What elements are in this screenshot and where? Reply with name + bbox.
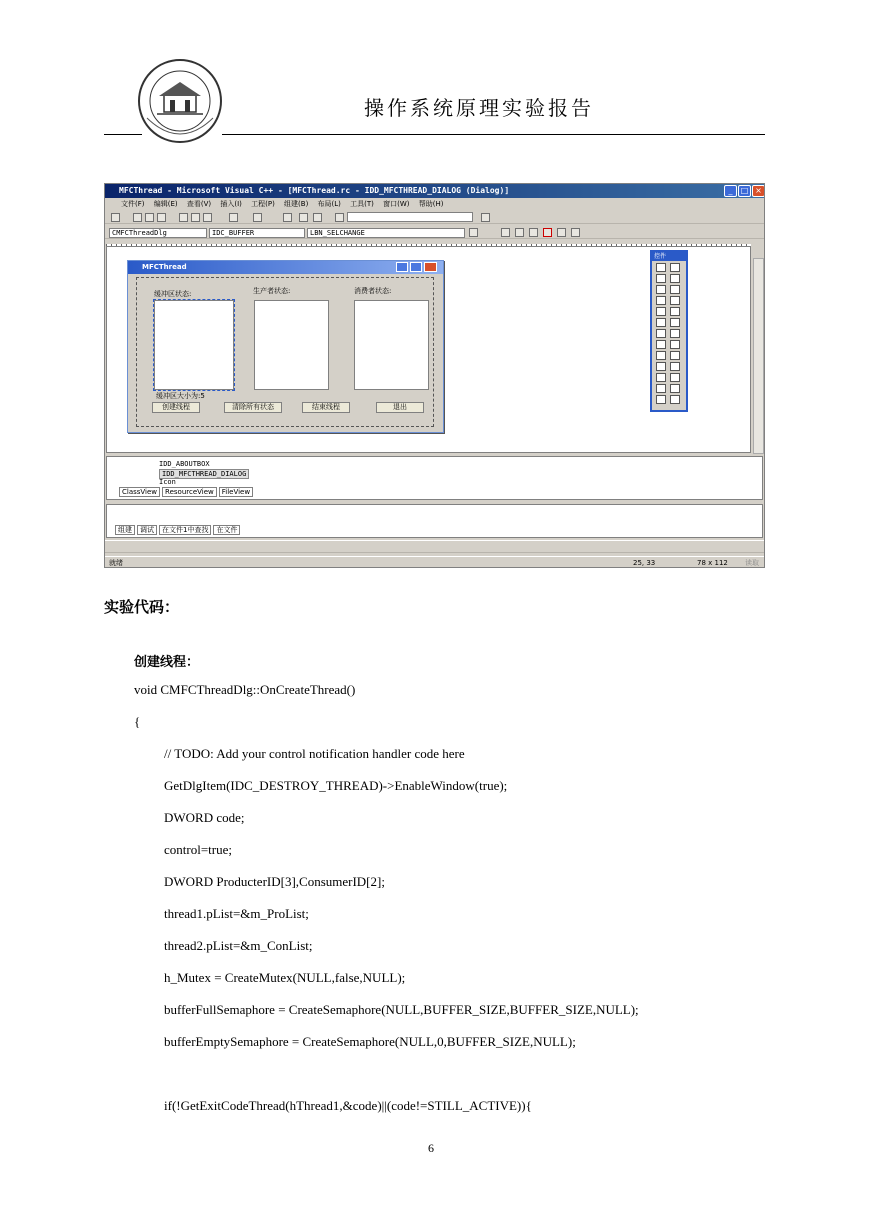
windows-icon[interactable] <box>313 213 322 222</box>
status-ready: 就绪 <box>109 559 123 567</box>
listbox-tool-icon[interactable] <box>670 307 680 316</box>
menu-help[interactable]: 帮助(H) <box>418 200 444 208</box>
static-text-tool-icon[interactable] <box>656 274 666 283</box>
menu-insert[interactable]: 插入(I) <box>220 200 242 208</box>
code-line: { <box>134 714 141 729</box>
pointer-tool-icon[interactable] <box>656 263 666 272</box>
create-thread-button[interactable]: 创建线程 <box>152 402 200 413</box>
id-combo[interactable]: IDC_BUFFER <box>209 228 305 238</box>
slider-tool-icon[interactable] <box>656 340 666 349</box>
ide-title-bar: MFCThread - Microsoft Visual C++ - [MFCThread.rc - IDD_MFCTHREAD_DIALOG (Dialog)] <box>105 184 765 198</box>
ide-menu-bar <box>105 199 765 210</box>
workspace-icon[interactable] <box>283 213 292 222</box>
editor-scrollbar[interactable] <box>753 258 764 454</box>
code-line: bufferFullSemaphore = CreateSemaphore(NULL,BUFFER_SIZE,BUFFER_SIZE,NULL); <box>164 1002 639 1017</box>
dialog-title: MFCThread <box>128 261 443 274</box>
tab-classview[interactable]: ClassView <box>119 487 160 497</box>
go-icon[interactable] <box>557 228 566 237</box>
controls-palette <box>650 250 688 412</box>
group-box-tool-icon[interactable] <box>656 285 666 294</box>
class-combo[interactable]: CMFCThreadDlg <box>109 228 207 238</box>
tab-find1[interactable]: 在文件1中查找 <box>159 525 211 535</box>
wizard-action-icon[interactable] <box>469 228 478 237</box>
minimize-icon[interactable]: _ <box>724 185 737 197</box>
buffer-size-label: 缓冲区大小为:5 <box>156 392 205 400</box>
redo-icon[interactable] <box>253 213 262 222</box>
extcombo-tool-icon[interactable] <box>670 395 680 404</box>
richedit-tool-icon[interactable] <box>656 373 666 382</box>
clear-status-button[interactable]: 清除所有状态 <box>224 402 282 413</box>
output-tabs <box>115 525 242 535</box>
code-line: thread2.pList=&m_ConList; <box>164 938 313 953</box>
checkbox-tool-icon[interactable] <box>656 296 666 305</box>
stop-build-icon[interactable] <box>529 228 538 237</box>
tree-item-selected[interactable]: IDD_MFCTHREAD_DIALOG <box>159 469 249 479</box>
vscroll-tool-icon[interactable] <box>670 318 680 327</box>
calendar-tool-icon[interactable] <box>656 384 666 393</box>
palette-title: 控件 <box>652 252 686 261</box>
status-size: 78 x 112 <box>697 559 728 567</box>
report-title: 操作系统原理实验报告 <box>364 96 594 120</box>
code-line: DWORD ProducterID[3],ConsumerID[2]; <box>164 874 385 889</box>
code-line: h_Mutex = CreateMutex(NULL,false,NULL); <box>164 970 406 985</box>
copy-icon[interactable] <box>191 213 200 222</box>
workspace-tabs <box>119 487 255 498</box>
standard-toolbar <box>105 211 765 224</box>
treectrl-tool-icon[interactable] <box>670 351 680 360</box>
tab-debug[interactable]: 调试 <box>137 525 157 535</box>
menu-project[interactable]: 工程(P) <box>251 200 275 208</box>
custom-tool-icon[interactable] <box>656 395 666 404</box>
code-line: if(!GetExitCodeThread(hThread1,&code)||(code!=STILL_ACTIVE)){ <box>164 1098 532 1113</box>
cut-icon[interactable] <box>179 213 188 222</box>
save-icon[interactable] <box>145 213 154 222</box>
picture-tool-icon[interactable] <box>670 263 680 272</box>
paste-icon[interactable] <box>203 213 212 222</box>
code-line: bufferEmptySemaphore = CreateSemaphore(NULL,0,BUFFER_SIZE,NULL); <box>164 1034 576 1049</box>
code-line: control=true; <box>164 842 232 857</box>
listctrl-tool-icon[interactable] <box>656 351 666 360</box>
status-readonly: 读取 <box>745 559 759 567</box>
message-combo[interactable]: LBN_SELCHANGE <box>307 228 465 238</box>
menu-layout[interactable]: 布局(L) <box>317 200 341 208</box>
tree-item[interactable]: IDD_ABOUTBOX <box>159 460 210 468</box>
mfc-dialog[interactable] <box>127 260 444 433</box>
ipaddress-tool-icon[interactable] <box>670 384 680 393</box>
dialog-minimize-icon[interactable] <box>396 262 408 272</box>
radio-tool-icon[interactable] <box>670 296 680 305</box>
page-number: 6 <box>428 1141 434 1155</box>
menu-file[interactable]: 文件(F) <box>121 200 145 208</box>
code-line: DWORD code; <box>164 810 245 825</box>
ide-screenshot <box>104 183 765 568</box>
output-icon[interactable] <box>299 213 308 222</box>
find-combo[interactable] <box>347 212 473 222</box>
tab-find2[interactable]: 在文件 <box>213 525 240 535</box>
dialog-close-icon[interactable] <box>424 262 437 272</box>
tab-build[interactable]: 组建 <box>115 525 135 535</box>
buffer-label: 缓冲区状态: <box>154 290 192 298</box>
consumer-label: 消费者状态: <box>354 287 392 295</box>
tabctrl-tool-icon[interactable] <box>656 362 666 371</box>
tab-resourceview[interactable]: ResourceView <box>162 487 217 497</box>
progress-tool-icon[interactable] <box>670 329 680 338</box>
save-all-icon[interactable] <box>157 213 166 222</box>
new-file-icon[interactable] <box>111 213 120 222</box>
menu-build[interactable]: 组建(B) <box>284 200 309 208</box>
code-line: thread1.pList=&m_ProList; <box>164 906 309 921</box>
edit-box-tool-icon[interactable] <box>670 274 680 283</box>
open-icon[interactable] <box>133 213 142 222</box>
find-icon[interactable] <box>481 213 490 222</box>
section-title: 实验代码： <box>104 598 180 616</box>
datetime-tool-icon[interactable] <box>670 373 680 382</box>
producer-label: 生产者状态: <box>253 287 291 295</box>
breakpoint-icon[interactable] <box>571 228 580 237</box>
hotkey-tool-icon[interactable] <box>670 340 680 349</box>
dialog-maximize-icon[interactable] <box>410 262 422 272</box>
university-logo <box>137 58 223 144</box>
close-icon[interactable]: × <box>752 185 765 197</box>
tab-fileview[interactable]: FileView <box>219 487 253 497</box>
exit-button[interactable]: 退出 <box>376 402 424 413</box>
animate-tool-icon[interactable] <box>670 362 680 371</box>
spin-tool-icon[interactable] <box>656 329 666 338</box>
compile-icon[interactable] <box>501 228 510 237</box>
code-line: // TODO: Add your control notification handler code here <box>164 746 465 761</box>
menu-window[interactable]: 窗口(W) <box>383 200 410 208</box>
consumer-listbox[interactable] <box>354 300 429 390</box>
execute-icon[interactable] <box>543 228 552 237</box>
menu-view[interactable]: 查看(V) <box>186 200 212 208</box>
maximize-icon[interactable]: □ <box>738 185 751 197</box>
header-rule-left <box>104 134 142 135</box>
code-line: GetDlgItem(IDC_DESTROY_THREAD)->EnableWindow(true); <box>164 778 508 793</box>
hscroll-tool-icon[interactable] <box>656 318 666 327</box>
end-thread-button[interactable]: 结束线程 <box>302 402 350 413</box>
header-rule-right <box>222 134 765 135</box>
undo-icon[interactable] <box>229 213 238 222</box>
wizard-bar <box>105 226 765 239</box>
subsection-title: 创建线程： <box>134 655 200 670</box>
combo-tool-icon[interactable] <box>656 307 666 316</box>
code-line: void CMFCThreadDlg::OnCreateThread() <box>134 682 356 697</box>
menu-edit[interactable]: 编辑(E) <box>153 200 178 208</box>
buffer-listbox[interactable] <box>154 300 234 390</box>
button-tool-icon[interactable] <box>670 285 680 294</box>
menu-tools[interactable]: 工具(T) <box>350 200 374 208</box>
find-in-files-icon[interactable] <box>335 213 344 222</box>
tree-item[interactable]: Icon <box>159 478 176 486</box>
layout-toolbar <box>105 540 765 553</box>
status-bar <box>105 556 765 568</box>
producer-listbox[interactable] <box>254 300 329 390</box>
status-position: 25, 33 <box>633 559 656 567</box>
build-icon[interactable] <box>515 228 524 237</box>
